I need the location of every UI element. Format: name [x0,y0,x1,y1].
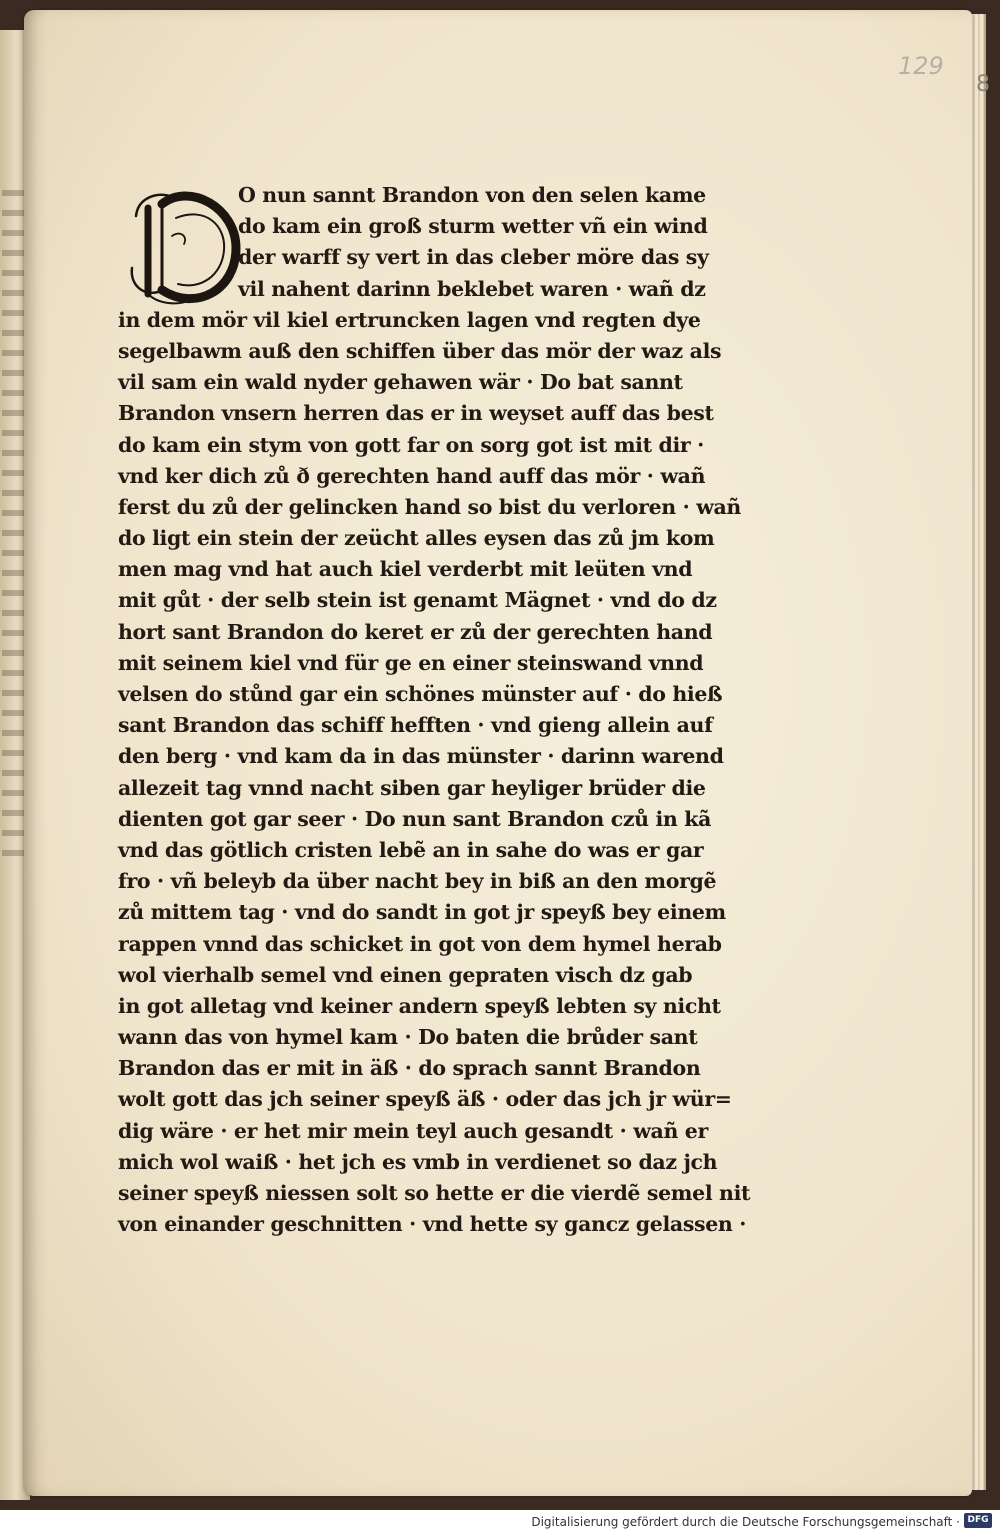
folio-number: 129 [898,52,944,80]
text-line: in got alletag vnd keiner andern speyß lebten sy nicht [118,993,721,1018]
text-line: zů mittem tag · vnd do sandt in got jr speyß bey einem [118,900,726,925]
text-line: in dem mör vil kiel ertruncken lagen vnd regten dye [118,307,701,332]
text-line: seiner speyß niessen solt so hette er die vierdẽ semel nit [118,1181,751,1205]
text-line: wolt gott das jch seiner speyß äß · oder das jch jr wür= [118,1087,732,1112]
text-line: do kam ein groß sturm wetter vñ ein wind [238,214,708,239]
text-line: allezeit tag vnnd nacht siben gar heyliger brüder die [118,775,706,800]
text-line: men mag vnd hat auch kiel verderbt mit leüten vnd [118,557,693,582]
text-line: dig wäre · er het mir mein teyl auch gesandt · wañ er [118,1118,708,1143]
funding-credit: Digitalisierung gefördert durch die Deutsche Forschungsgemeinschaft · [531,1515,960,1529]
text-line: velsen do stůnd gar ein schönes münster auf · do hieß [118,682,723,706]
text-line: vil nahent darinn beklebet waren · wañ dz [238,276,706,301]
text-line: von einander geschnitten · vnd hette sy gancz gelassen · [118,1212,747,1237]
text-line: hort sant Brandon do keret er zů der gerechten hand [118,619,713,644]
text-line: do ligt ein stein der zeücht alles eysen das zů jm kom [118,526,715,551]
text-line: rappen vnnd das schicket in got von dem hymel herab [118,931,722,956]
text-line: fro · vñ beleyb da über nacht bey in biß an den morgẽ [118,869,717,894]
text-line: O nun sannt Brandon von den selen kame [238,183,706,207]
dfg-logo: DFG [964,1513,992,1528]
text-line: den berg · vnd kam da in das münster · darinn warend [118,744,724,769]
text-line: mit gůt · der selb stein ist genamt Mägnet · vnd do dz [118,588,717,613]
text-line: wann das von hymel kam · Do baten die brůder sant [118,1025,698,1050]
text-line: mit seinem kiel vnd für ge en einer steinswand vnnd [118,650,704,675]
text-block [118,180,778,1240]
text-line: Brandon vnsern herren das er in weyset auff das best [118,401,714,426]
text-line: ferst du zů der gelincken hand so bist du verloren · wañ [118,494,741,519]
text-line: dienten got gar seer · Do nun sant Brandon czů in kã [118,806,712,831]
text-line: vnd ker dich zů ð gerechten hand auff das mör · wañ [118,463,706,488]
text-line: der warff sy vert in das cleber möre das sy [238,245,709,270]
text-line: vil sam ein wald nyder gehawen wär · Do bat sannt [118,370,683,395]
text-line: wol vierhalb semel vnd einen gepraten visch dz gab [118,962,693,987]
text-line: segelbawm auß den schiffen über das mör der waz als [118,338,722,363]
signature-mark: 8 [976,72,990,97]
text-line: sant Brandon das schiff hefften · vnd gieng allein auf [118,713,713,738]
text-line: mich wol waiß · het jch es vmb in verdienet so daz jch [118,1149,718,1174]
text-line: Brandon das er mit in äß · do sprach sannt Brandon [118,1056,701,1081]
text-line: do kam ein stym von gott far on sorg got ist mit dir · [118,432,704,457]
facing-page-text-remnant [2,190,26,870]
text-line: vnd das götlich cristen lebẽ an in sahe do was er gar [118,837,704,862]
